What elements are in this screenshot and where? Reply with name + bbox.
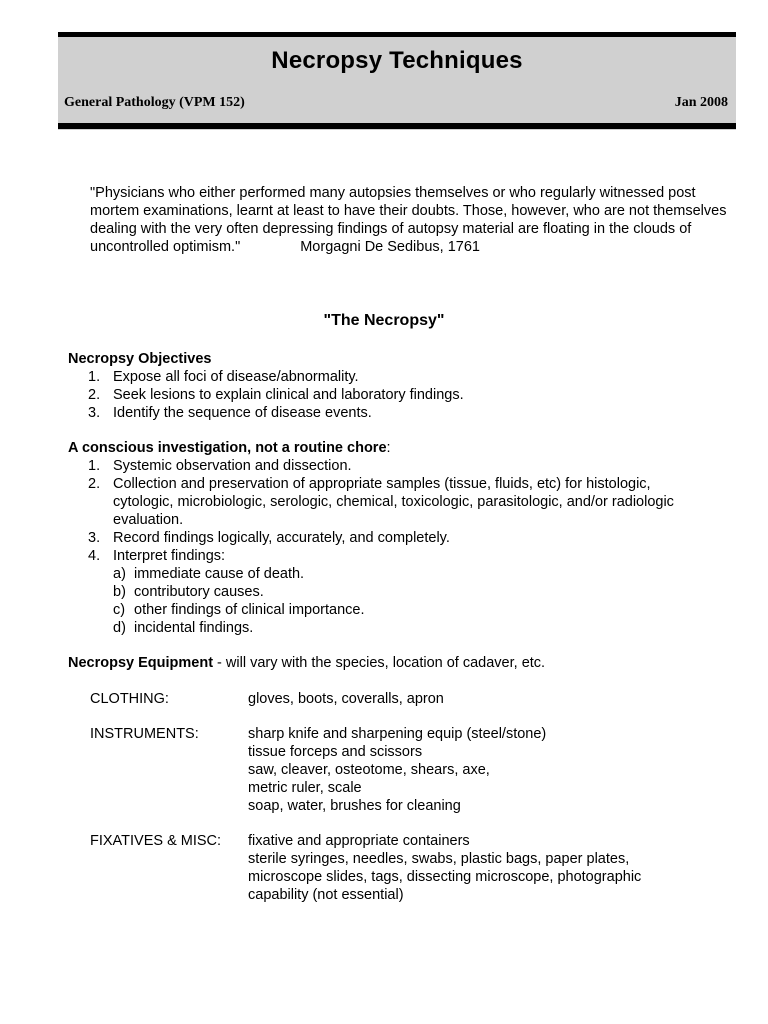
quote-attribution: Morgagni De Sedibus, 1761 [300,239,480,255]
list-item: 3. Record findings logically, accurately, and completely. [88,530,450,546]
epigraph-quote [90,184,730,256]
list-item: 2. Seek lesions to explain clinical and laboratory findings. [88,387,464,403]
list-item: 2. Collection and preservation of appropriate samples (tissue, fluids, etc) for histologic, cytologic, microbiologic, serologic, chemical, toxicologic, parasitologic, and/or radiologic evaluation. [88,476,674,528]
quote-text: "Physicians who either performed many autopsies themselves or who regularly witnessed post mortem examinations, learnt at least to have their doubts. Those, however, who are not themselves dealing with the very often depressing findings of autopsy material are floating in the clouds of uncontrolled optimism." [90,185,727,255]
list-item: 1. Systemic observation and dissection. [88,458,352,474]
document-title: Necropsy Techniques [271,47,523,74]
document-header [58,32,736,130]
equipment-note: - will vary with the species, location of cadaver, etc. [213,655,546,671]
equipment-heading-line [68,654,728,672]
document-date: Jan 2008 [674,95,728,110]
list-item: 1. Expose all foci of disease/abnormality. [88,369,359,385]
equipment-items: gloves, boots, coveralls, apron [248,691,444,707]
sub-list-item: a) immediate cause of death. [113,566,305,582]
investigation-section [68,439,708,637]
equipment-heading: Necropsy Equipment [68,655,214,671]
section-title: "The Necropsy" [323,312,445,329]
equipment-items: fixative and appropriate containers sterile syringes, needles, swabs, plastic bags, paper plates, microscope slides, tags, dissecting microscope, photographic capability (not essential) [248,833,642,903]
objectives-heading: Necropsy Objectives [68,351,212,367]
header-bottom-rule [58,123,736,129]
sub-list-item: c) other findings of clinical importance. [113,602,365,618]
course-name: General Pathology (VPM 152) [64,95,245,110]
objectives-section [68,350,708,422]
investigation-heading: A conscious investigation, not a routine chore: [68,440,391,456]
equipment-label: FIXATIVES & MISC: [90,833,222,849]
sub-list-item: b) contributory causes. [113,584,264,600]
list-item: 4. Interpret findings: [88,548,226,564]
sub-list-item: d) incidental findings. [113,620,254,636]
equipment-label: CLOTHING: [90,691,169,707]
equipment-label: INSTRUMENTS: [90,726,199,742]
header-top-rule [58,32,736,37]
list-item: 3. Identify the sequence of disease events. [88,405,372,421]
equipment-items: sharp knife and sharpening equip (steel/stone) tissue forceps and scissors saw, cleaver, osteotome, shears, axe, metric ruler, scale soap, water, brushes for cleaning [248,726,547,814]
